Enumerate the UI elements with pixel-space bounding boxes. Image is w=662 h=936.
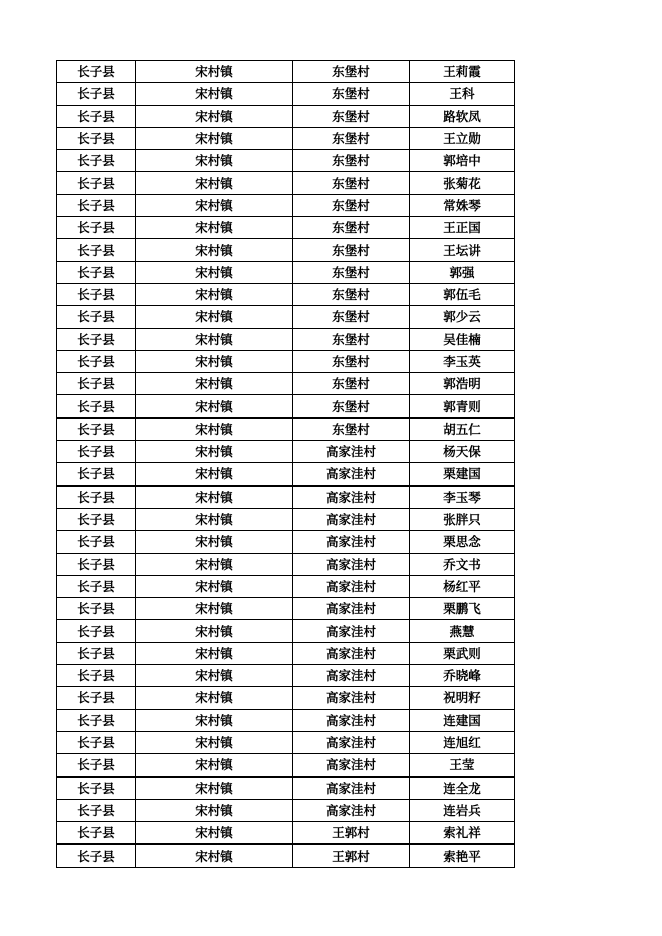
county-cell: 长子县 — [57, 418, 136, 441]
name-cell: 王莉霞 — [410, 61, 515, 83]
village-cell: 东堡村 — [293, 261, 410, 283]
table-row — [57, 642, 515, 664]
village-cell: 高家洼村 — [293, 731, 410, 753]
county-cell: 长子县 — [57, 441, 136, 463]
table-row — [57, 777, 515, 800]
table-row — [57, 508, 515, 530]
county-cell: 长子县 — [57, 553, 136, 575]
county-cell: 长子县 — [57, 194, 136, 216]
village-cell: 高家洼村 — [293, 553, 410, 575]
village-cell: 高家洼村 — [293, 665, 410, 687]
name-cell: 栗思念 — [410, 531, 515, 553]
county-cell: 长子县 — [57, 486, 136, 509]
county-cell: 长子县 — [57, 620, 136, 642]
village-cell: 高家洼村 — [293, 642, 410, 664]
town-cell: 宋村镇 — [136, 463, 293, 486]
name-cell: 祝明籽 — [410, 687, 515, 709]
village-cell: 高家洼村 — [293, 441, 410, 463]
village-cell: 东堡村 — [293, 61, 410, 83]
table-row — [57, 350, 515, 372]
name-cell: 王莹 — [410, 754, 515, 777]
town-cell: 宋村镇 — [136, 799, 293, 821]
table-row — [57, 553, 515, 575]
table-row — [57, 709, 515, 731]
county-cell: 长子县 — [57, 844, 136, 867]
name-cell: 王正国 — [410, 217, 515, 239]
county-cell: 长子县 — [57, 261, 136, 283]
name-cell: 王立勋 — [410, 127, 515, 149]
town-cell: 宋村镇 — [136, 844, 293, 867]
name-cell: 郭培中 — [410, 150, 515, 172]
village-cell: 高家洼村 — [293, 508, 410, 530]
village-cell: 王郭村 — [293, 822, 410, 845]
village-cell: 东堡村 — [293, 127, 410, 149]
table-row — [57, 328, 515, 350]
county-cell: 长子县 — [57, 687, 136, 709]
name-cell: 路软凤 — [410, 105, 515, 127]
table-row — [57, 172, 515, 194]
table-row — [57, 620, 515, 642]
county-cell: 长子县 — [57, 373, 136, 395]
town-cell: 宋村镇 — [136, 731, 293, 753]
town-cell: 宋村镇 — [136, 217, 293, 239]
village-cell: 东堡村 — [293, 105, 410, 127]
town-cell: 宋村镇 — [136, 127, 293, 149]
town-cell: 宋村镇 — [136, 553, 293, 575]
name-cell: 张胖只 — [410, 508, 515, 530]
town-cell: 宋村镇 — [136, 709, 293, 731]
table-row — [57, 418, 515, 441]
town-cell: 宋村镇 — [136, 777, 293, 800]
name-cell: 吴佳楠 — [410, 328, 515, 350]
village-cell: 东堡村 — [293, 150, 410, 172]
table-row — [57, 463, 515, 486]
table-row — [57, 150, 515, 172]
table-row — [57, 531, 515, 553]
town-cell: 宋村镇 — [136, 575, 293, 597]
name-cell: 索艳平 — [410, 844, 515, 867]
name-cell: 杨红平 — [410, 575, 515, 597]
county-cell: 长子县 — [57, 531, 136, 553]
name-cell: 索礼祥 — [410, 822, 515, 845]
county-cell: 长子县 — [57, 150, 136, 172]
table-row — [57, 731, 515, 753]
table-row — [57, 486, 515, 509]
town-cell: 宋村镇 — [136, 531, 293, 553]
village-cell: 高家洼村 — [293, 486, 410, 509]
village-cell: 王郭村 — [293, 844, 410, 867]
town-cell: 宋村镇 — [136, 598, 293, 620]
town-cell: 宋村镇 — [136, 306, 293, 328]
table-row — [57, 844, 515, 867]
name-cell: 杨天保 — [410, 441, 515, 463]
village-cell: 东堡村 — [293, 217, 410, 239]
town-cell: 宋村镇 — [136, 350, 293, 372]
name-cell: 胡五仁 — [410, 418, 515, 441]
county-cell: 长子县 — [57, 283, 136, 305]
county-cell: 长子县 — [57, 709, 136, 731]
table-row — [57, 754, 515, 777]
table-row — [57, 194, 515, 216]
table-row — [57, 373, 515, 395]
table-row — [57, 441, 515, 463]
name-cell: 栗鹏飞 — [410, 598, 515, 620]
county-cell: 长子县 — [57, 395, 136, 418]
table-body — [57, 61, 515, 868]
town-cell: 宋村镇 — [136, 687, 293, 709]
table-row — [57, 261, 515, 283]
table-row — [57, 239, 515, 261]
village-cell: 高家洼村 — [293, 598, 410, 620]
name-cell: 郭强 — [410, 261, 515, 283]
table-row — [57, 105, 515, 127]
table-row — [57, 598, 515, 620]
village-cell: 东堡村 — [293, 194, 410, 216]
town-cell: 宋村镇 — [136, 486, 293, 509]
name-cell: 连建国 — [410, 709, 515, 731]
county-cell: 长子县 — [57, 127, 136, 149]
name-cell: 栗建国 — [410, 463, 515, 486]
name-cell: 王科 — [410, 83, 515, 105]
village-cell: 高家洼村 — [293, 709, 410, 731]
table-row — [57, 799, 515, 821]
name-cell: 乔文书 — [410, 553, 515, 575]
village-cell: 东堡村 — [293, 418, 410, 441]
table-row — [57, 83, 515, 105]
town-cell: 宋村镇 — [136, 508, 293, 530]
county-cell: 长子县 — [57, 306, 136, 328]
county-cell: 长子县 — [57, 83, 136, 105]
village-cell: 东堡村 — [293, 328, 410, 350]
village-cell: 东堡村 — [293, 239, 410, 261]
town-cell: 宋村镇 — [136, 620, 293, 642]
village-cell: 东堡村 — [293, 350, 410, 372]
county-cell: 长子县 — [57, 239, 136, 261]
name-cell: 燕慧 — [410, 620, 515, 642]
village-cell: 高家洼村 — [293, 575, 410, 597]
town-cell: 宋村镇 — [136, 395, 293, 418]
county-cell: 长子县 — [57, 731, 136, 753]
town-cell: 宋村镇 — [136, 665, 293, 687]
town-cell: 宋村镇 — [136, 373, 293, 395]
village-cell: 高家洼村 — [293, 777, 410, 800]
table-row — [57, 217, 515, 239]
table-row — [57, 306, 515, 328]
table-row — [57, 665, 515, 687]
data-table — [56, 60, 515, 868]
town-cell: 宋村镇 — [136, 642, 293, 664]
town-cell: 宋村镇 — [136, 328, 293, 350]
village-cell: 高家洼村 — [293, 531, 410, 553]
village-cell: 高家洼村 — [293, 754, 410, 777]
town-cell: 宋村镇 — [136, 283, 293, 305]
town-cell: 宋村镇 — [136, 754, 293, 777]
town-cell: 宋村镇 — [136, 822, 293, 845]
county-cell: 长子县 — [57, 598, 136, 620]
village-cell: 高家洼村 — [293, 799, 410, 821]
county-cell: 长子县 — [57, 754, 136, 777]
name-cell: 郭浩明 — [410, 373, 515, 395]
village-cell: 东堡村 — [293, 172, 410, 194]
county-cell: 长子县 — [57, 172, 136, 194]
table-row — [57, 822, 515, 845]
county-cell: 长子县 — [57, 575, 136, 597]
town-cell: 宋村镇 — [136, 261, 293, 283]
name-cell: 常姝琴 — [410, 194, 515, 216]
name-cell: 李玉英 — [410, 350, 515, 372]
name-cell: 乔晓峰 — [410, 665, 515, 687]
name-cell: 郭伍毛 — [410, 283, 515, 305]
table-row — [57, 395, 515, 418]
name-cell: 张菊花 — [410, 172, 515, 194]
table-row — [57, 575, 515, 597]
town-cell: 宋村镇 — [136, 441, 293, 463]
county-cell: 长子县 — [57, 328, 136, 350]
town-cell: 宋村镇 — [136, 83, 293, 105]
table-row — [57, 687, 515, 709]
town-cell: 宋村镇 — [136, 194, 293, 216]
town-cell: 宋村镇 — [136, 172, 293, 194]
village-cell: 高家洼村 — [293, 620, 410, 642]
name-cell: 连岩兵 — [410, 799, 515, 821]
town-cell: 宋村镇 — [136, 150, 293, 172]
village-cell: 东堡村 — [293, 83, 410, 105]
town-cell: 宋村镇 — [136, 239, 293, 261]
name-cell: 栗武则 — [410, 642, 515, 664]
county-cell: 长子县 — [57, 61, 136, 83]
table-row — [57, 61, 515, 83]
name-cell: 王坛讲 — [410, 239, 515, 261]
county-cell: 长子县 — [57, 350, 136, 372]
village-cell: 东堡村 — [293, 306, 410, 328]
village-cell: 东堡村 — [293, 283, 410, 305]
county-cell: 长子县 — [57, 799, 136, 821]
county-cell: 长子县 — [57, 665, 136, 687]
village-cell: 东堡村 — [293, 373, 410, 395]
county-cell: 长子县 — [57, 508, 136, 530]
table-row — [57, 127, 515, 149]
county-cell: 长子县 — [57, 105, 136, 127]
name-cell: 郭少云 — [410, 306, 515, 328]
table-row — [57, 283, 515, 305]
village-cell: 高家洼村 — [293, 687, 410, 709]
county-cell: 长子县 — [57, 777, 136, 800]
county-cell: 长子县 — [57, 217, 136, 239]
county-cell: 长子县 — [57, 642, 136, 664]
name-cell: 李玉琴 — [410, 486, 515, 509]
county-cell: 长子县 — [57, 822, 136, 845]
name-cell: 连全龙 — [410, 777, 515, 800]
name-cell: 郭青则 — [410, 395, 515, 418]
village-cell: 东堡村 — [293, 395, 410, 418]
village-cell: 高家洼村 — [293, 463, 410, 486]
county-cell: 长子县 — [57, 463, 136, 486]
town-cell: 宋村镇 — [136, 105, 293, 127]
town-cell: 宋村镇 — [136, 418, 293, 441]
town-cell: 宋村镇 — [136, 61, 293, 83]
name-cell: 连旭红 — [410, 731, 515, 753]
